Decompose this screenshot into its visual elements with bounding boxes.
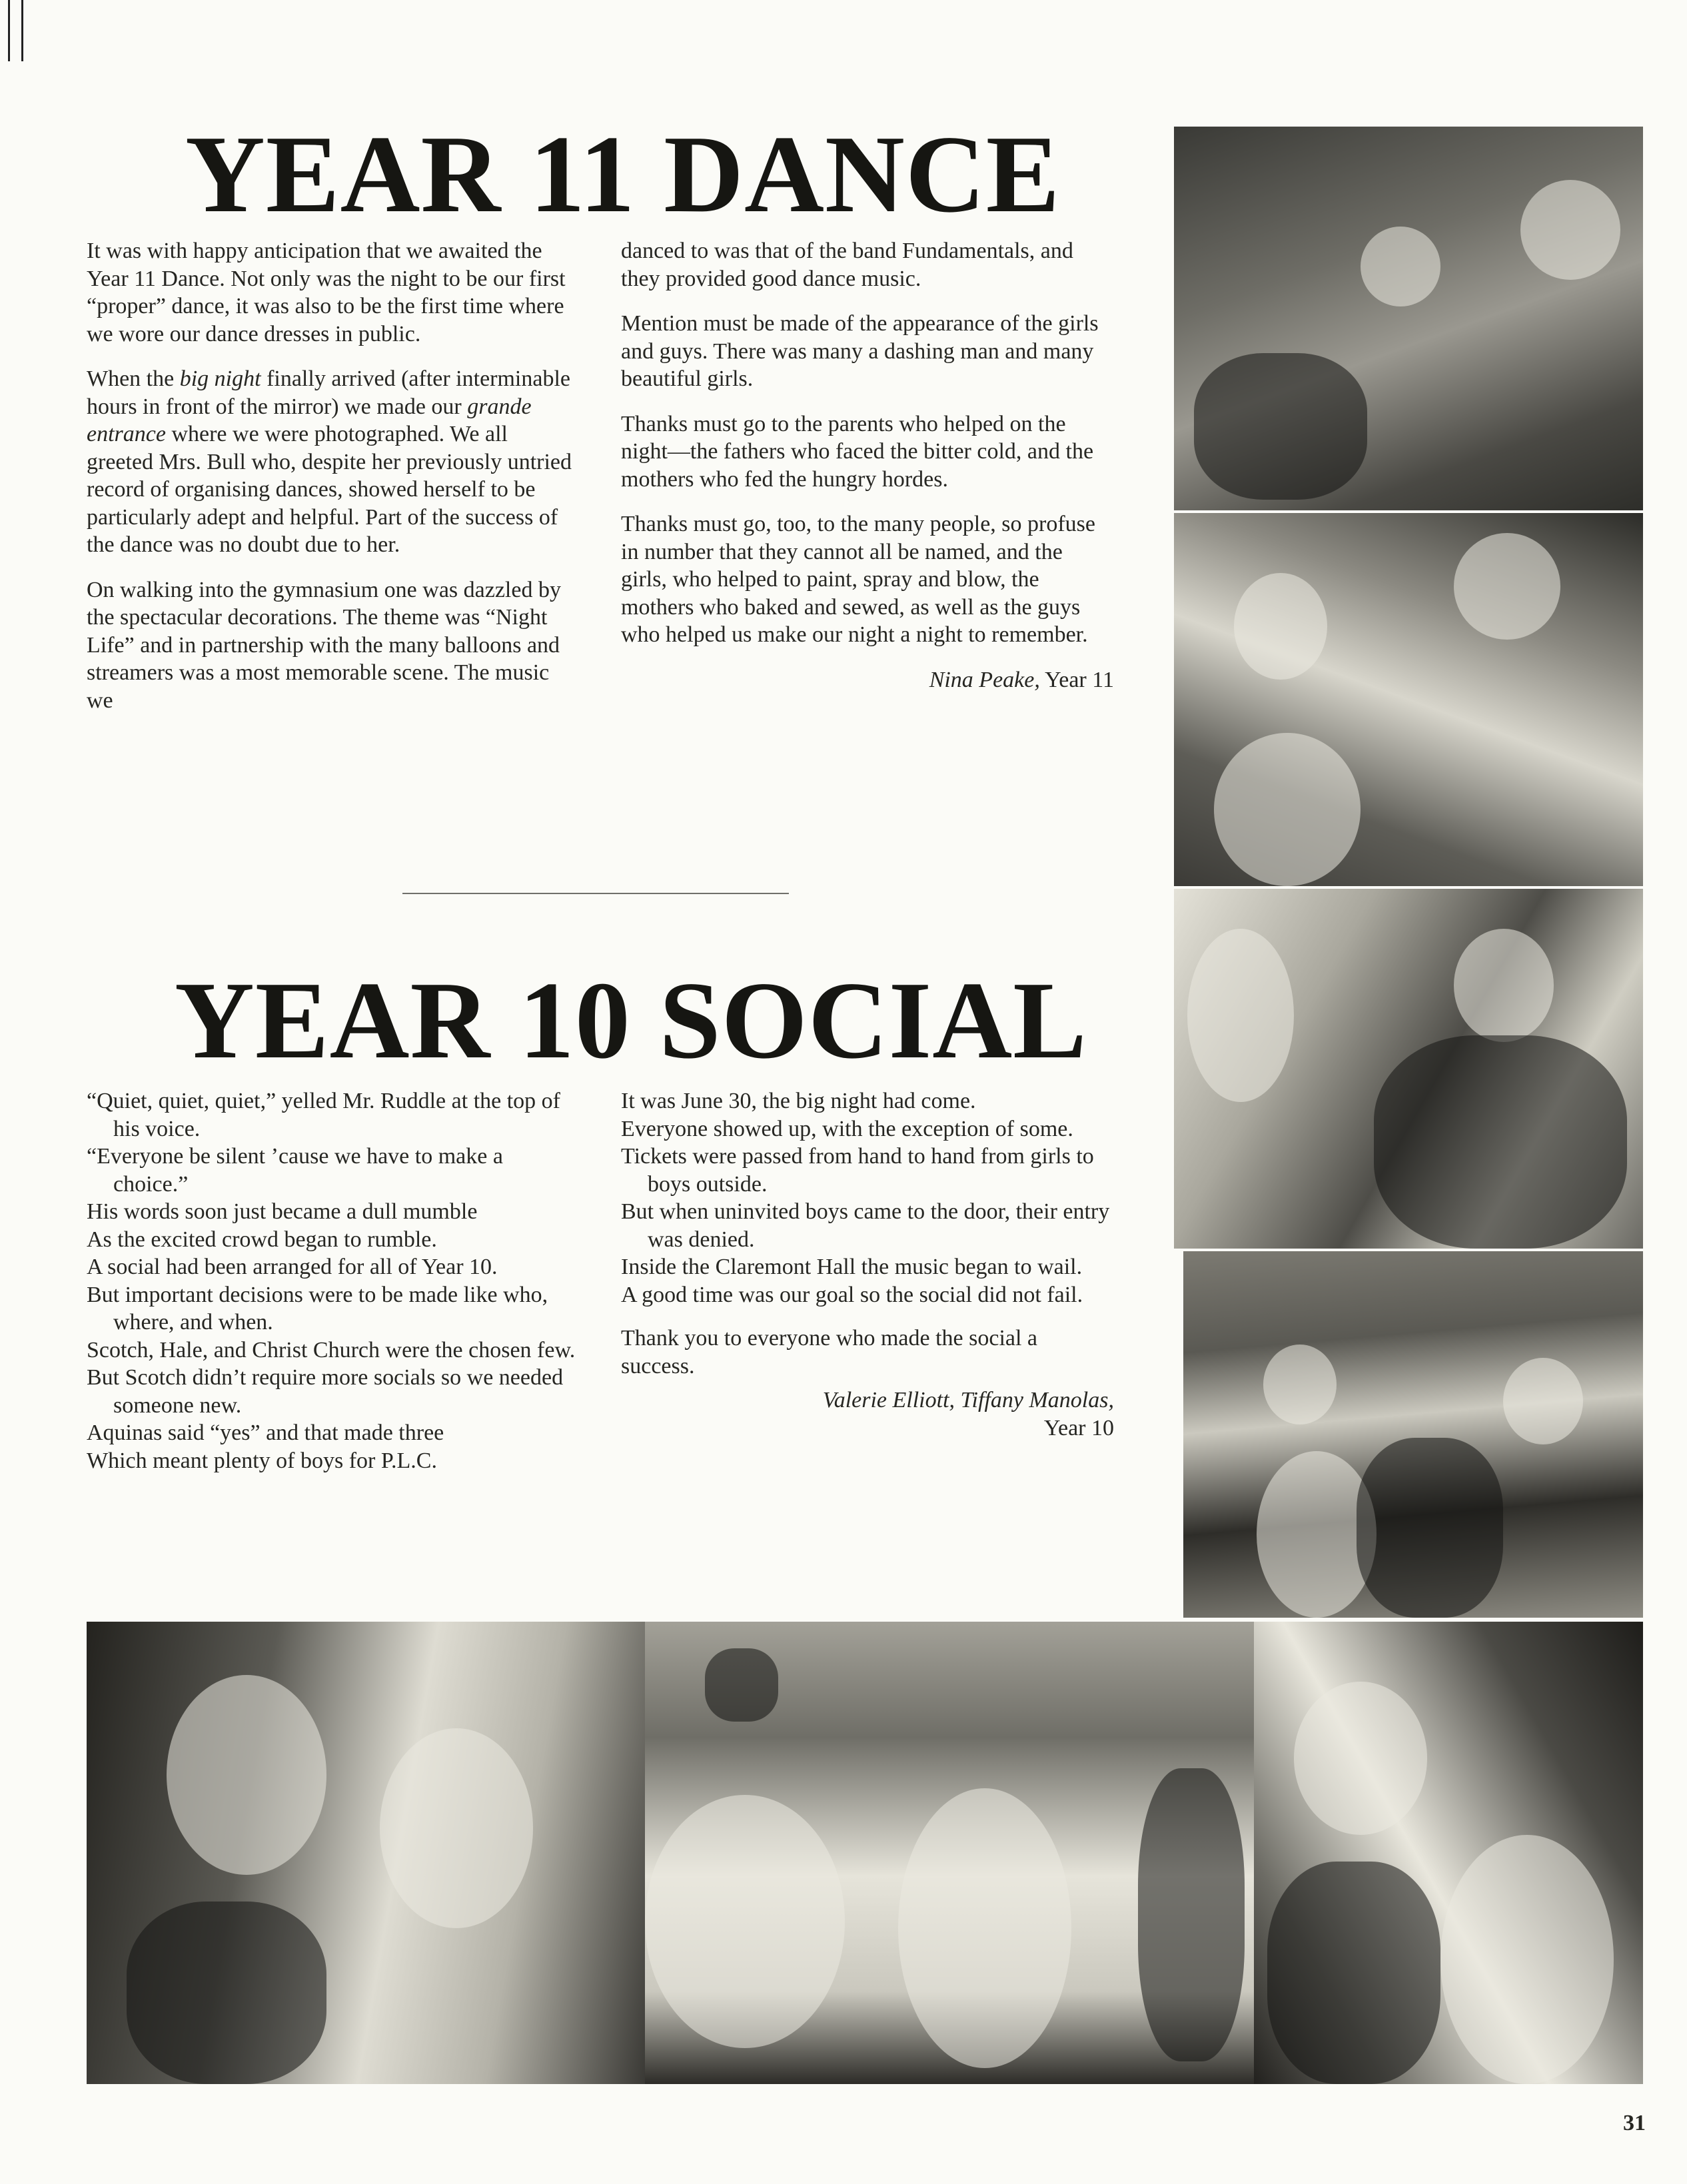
year11-title: YEAR 11 DANCE (185, 113, 1061, 235)
year11-right-column (621, 237, 1114, 711)
year10-title: YEAR 10 SOCIAL (175, 959, 1087, 1081)
year11-para-5: Mention must be made of the appearance of the girls and guys. There was many a dashing man and many beautiful girls. (621, 311, 1099, 391)
dance-photo-group (1174, 127, 1643, 510)
poem-line: But important decisions were to be made like who, where, and when. (87, 1282, 548, 1335)
year11-left-column (87, 237, 580, 732)
poem-line: But when uninvited boys came to the door, their entry was denied. (621, 1199, 1110, 1252)
social-photo-group-line (645, 1622, 1254, 2084)
social-photo-crowd (1183, 1251, 1643, 1618)
poem-line: Inside the Claremont Hall the music began to wail. (621, 1255, 1083, 1279)
poem-line: But Scotch didn’t require more socials so we needed someone new. (87, 1365, 564, 1418)
poem-line: A social had been arranged for all of Year 10. (87, 1255, 498, 1279)
year10-poem-right (621, 1087, 1114, 1442)
year10-poem-left (87, 1087, 580, 1474)
year11-para-3: On walking into the gymnasium one was dazzled by the spectacular decorations. The theme was “Night Life” and in partnership with the many balloons and streamers was a most memorable scene. The music we (87, 577, 561, 713)
year11-para-2: When the big night finally arrived (after interminable hours in front of the mirror) we made our grande entrance where we were photographed. We all greeted Mrs. Bull who, despite her previously untried record of organising dances, showed herself to be particularly adept and helpful. Part of the success of the dance was no doubt due to her. (87, 366, 572, 557)
year10-thanks: Thank you to everyone who made the social a success. (621, 1326, 1038, 1378)
year11-para-4: danced to was that of the band Fundamentals, and they provided good dance music. (621, 239, 1073, 291)
binding-mark (21, 0, 23, 61)
poem-line: A good time was our goal so the social did not fail. (621, 1282, 1083, 1307)
social-photo-dancing-pair (1254, 1622, 1643, 2084)
section-divider (402, 893, 789, 894)
binding-mark (8, 0, 10, 61)
year11-para-7: Thanks must go, too, to the many people, so profuse in number that they cannot all be named, and the girls, who helped to paint, spray and blow, the mothers who baked and sewed, as well as the guys who helped us make our night a night to remember. (621, 512, 1096, 647)
poem-line: Which meant plenty of boys for P.L.C. (87, 1448, 437, 1473)
year10-signature-year: Year 10 (1043, 1415, 1114, 1440)
dance-photo-girls (1174, 513, 1643, 886)
poem-line: Aquinas said “yes” and that made three (87, 1420, 444, 1445)
year11-para-6: Thanks must go to the parents who helped on the night—the fathers who faced the bitter cold, and the mothers who fed the hungry hordes. (621, 411, 1094, 492)
poem-line: His words soon just became a dull mumble (87, 1199, 478, 1224)
poem-line: “Quiet, quiet, quiet,” yelled Mr. Ruddle at the top of his voice. (87, 1089, 560, 1141)
social-photo-couple (1174, 889, 1643, 1249)
poem-line: As the excited crowd began to rumble. (87, 1227, 437, 1252)
poem-line: Everyone showed up, with the exception of some. (621, 1116, 1073, 1141)
poem-line: It was June 30, the big night had come. (621, 1089, 976, 1113)
year11-para-1: It was with happy anticipation that we awaited the Year 11 Dance. Not only was the night to be our first “proper” dance, it was also to be the first time where we wore our dance dresses in public. (87, 239, 566, 346)
poem-line: Scotch, Hale, and Christ Church were the chosen few. (87, 1337, 576, 1363)
year11-signature: Nina Peake, Year 11 (929, 667, 1114, 692)
poem-line: “Everyone be silent ’cause we have to make a choice.” (87, 1144, 503, 1197)
social-photo-girls-closeup (87, 1622, 645, 2084)
page-number: 31 (1623, 2111, 1646, 2135)
poem-line: Tickets were passed from hand to hand from girls to boys outside. (621, 1144, 1094, 1197)
year10-signature-names: Valerie Elliott, Tiffany Manolas, (822, 1388, 1114, 1412)
